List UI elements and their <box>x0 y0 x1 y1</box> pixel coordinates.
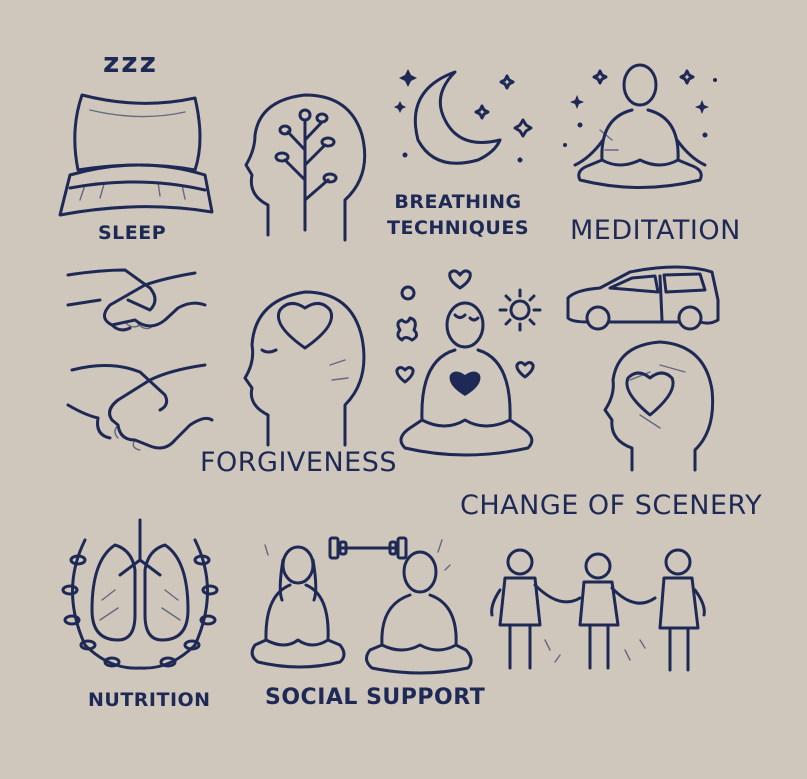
label-breathing-line2: TECHNIQUES <box>387 216 529 239</box>
handshake-icon-2 <box>68 365 212 450</box>
meditation-heart-icon <box>397 271 540 455</box>
head-tree-icon <box>246 95 365 240</box>
pillow-icon <box>60 95 212 215</box>
meditation-figure-icon <box>563 65 717 188</box>
lungs-laurel-icon <box>63 520 217 668</box>
label-meditation: MEDITATION <box>570 215 741 246</box>
label-social-support: SOCIAL SUPPORT <box>265 685 486 710</box>
label-breathing-line1: BREATHING <box>394 191 522 213</box>
car-icon <box>568 267 718 329</box>
two-meditators-dumbbell-icon <box>252 538 471 673</box>
head-heart-icon <box>245 292 364 445</box>
label-breathing-techniques <box>387 190 529 241</box>
label-change-of-scenery: CHANGE OF SCENERY <box>460 490 763 521</box>
label-nutrition: NUTRITION <box>88 689 211 711</box>
people-holding-hands-icon <box>492 550 705 670</box>
moon-stars-icon <box>394 69 531 163</box>
handshake-icon <box>68 270 205 330</box>
head-heart-icon-2 <box>605 342 713 470</box>
zzz-sleep-glyph: zzz <box>103 46 158 79</box>
label-sleep: SLEEP <box>98 222 167 244</box>
label-forgiveness: FORGIVENESS <box>200 447 397 478</box>
